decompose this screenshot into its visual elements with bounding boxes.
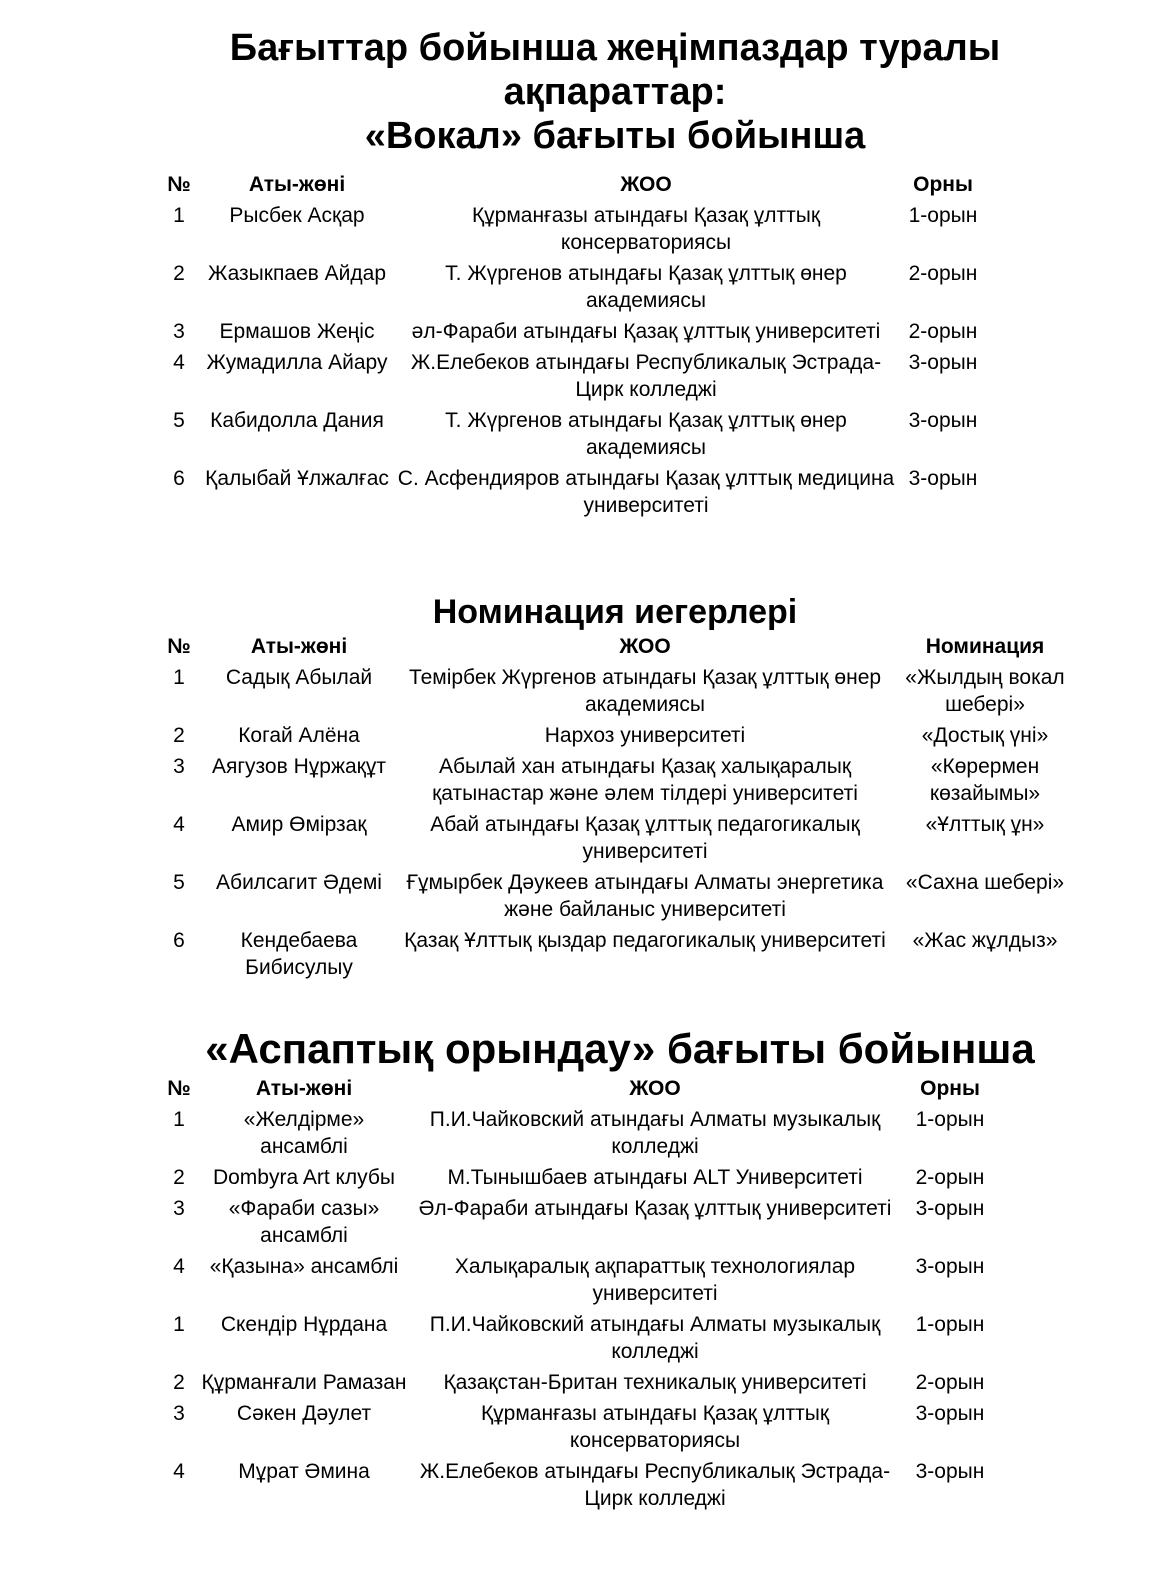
table-row xyxy=(160,660,1080,718)
cell-place: 1-орын xyxy=(915,1108,985,1131)
cell-num: 2 xyxy=(173,1166,185,1189)
cell-uni: Құрманғазы атындағы Қазақ ұлттық консерваториясы xyxy=(471,204,821,254)
cell-name: Жазыкпаев Айдар xyxy=(207,262,387,285)
cell-uni: Ғұмырбек Дәукеев атындағы Алматы энергетика және байланыс университеті xyxy=(406,871,884,921)
cell-num: 3 xyxy=(173,1402,185,1425)
table-row xyxy=(160,1102,1000,1160)
cell-nomination: «Көрермен көзайымы» xyxy=(929,755,1041,805)
cell-uni: П.И.Чайковский атындағы Алматы музыкалық колледжі xyxy=(429,1108,881,1158)
cell-uni: Құрманғазы атындағы Қазақ ұлттық консерваториясы xyxy=(480,1402,830,1452)
table-row xyxy=(160,1160,1000,1191)
cell-name: Dombyra Art клубы xyxy=(212,1166,396,1189)
section-title-instrumental: «Аспаптық орындау» бағыты бойынша xyxy=(205,1025,1035,1072)
table-row xyxy=(160,923,1080,981)
cell-place: 3-орын xyxy=(908,351,978,374)
table-row xyxy=(160,749,1080,807)
title-line-2: ақпараттар: xyxy=(503,71,727,113)
table-row xyxy=(160,461,990,519)
title-line-1: Бағыттар бойынша жеңімпаздар туралы xyxy=(229,27,1001,69)
cell-uni: М.Тынышбаев атындағы ALT Университеті xyxy=(447,1166,863,1189)
table-row xyxy=(160,403,990,461)
cell-nomination: «Жылдың вокал шебері» xyxy=(905,666,1065,716)
cell-place: 3-орын xyxy=(915,1460,985,1483)
header-num: № xyxy=(167,1077,191,1100)
table-row xyxy=(160,807,1080,865)
cell-num: 1 xyxy=(173,1313,185,1336)
table-row xyxy=(160,1249,1000,1307)
cell-num: 2 xyxy=(173,1371,185,1394)
cell-uni: Т. Жүргенов атындағы Қазақ ұлттық өнер академиясы xyxy=(445,262,847,312)
cell-name: Қалыбай Ұлжалғас xyxy=(205,467,389,490)
nomination-header-row xyxy=(160,634,1080,660)
cell-num: 6 xyxy=(173,929,185,952)
cell-num: 2 xyxy=(173,724,185,747)
cell-num: 4 xyxy=(173,1255,185,1278)
table-row xyxy=(160,1191,1000,1249)
cell-uni: әл-Фараби атындағы Қазақ ұлттық университеті xyxy=(411,320,881,343)
cell-nomination: «Сахна шебері» xyxy=(905,871,1065,894)
cell-num: 5 xyxy=(173,409,185,432)
cell-num: 3 xyxy=(173,755,185,778)
cell-place: 1-орын xyxy=(915,1313,985,1336)
header-uni: ЖОО xyxy=(619,635,671,658)
cell-num: 3 xyxy=(173,320,185,343)
cell-num: 1 xyxy=(173,666,185,689)
cell-uni: Қазақстан-Британ техникалық университеті xyxy=(443,1371,867,1394)
cell-name: Абилсагит Әдемі xyxy=(216,871,382,894)
table-row xyxy=(160,1365,1000,1396)
instrumental-table xyxy=(160,1076,1000,1512)
cell-uni: Абылай хан атындағы Қазақ халықаралық қатынастар және әлем тілдері университеті xyxy=(432,755,858,805)
cell-nomination: «Жас жұлдыз» xyxy=(912,929,1058,952)
vocal-header-row xyxy=(160,172,990,198)
cell-num: 2 xyxy=(173,262,185,285)
cell-name: Рысбек Асқар xyxy=(229,204,365,227)
header-uni: ЖОО xyxy=(629,1077,681,1100)
cell-name: Сәкен Дәулет xyxy=(236,1402,372,1425)
cell-name: Садық Абылай xyxy=(225,666,373,689)
cell-place: 2-орын xyxy=(908,320,978,343)
cell-name: Жумадилла Айару xyxy=(206,351,388,374)
section-title-nomination: Номинация иегерлері xyxy=(432,593,798,631)
cell-nomination: «Достық үні» xyxy=(921,724,1049,747)
header-nomination: Номинация xyxy=(925,635,1045,658)
header-name: Аты-жөні xyxy=(248,173,346,196)
cell-uni: Ж.Елебеков атындағы Республикалық Эстрада-Цирк колледжі xyxy=(419,1460,891,1510)
cell-uni: Халықаралық ақпараттық технологиялар университеті xyxy=(454,1255,856,1305)
cell-uni: С. Асфендияров атындағы Қазақ ұлттық медицина университеті xyxy=(397,467,895,517)
cell-name: Ермашов Жеңіс xyxy=(219,320,375,343)
header-place: Орны xyxy=(920,1077,980,1100)
cell-num: 4 xyxy=(173,813,185,836)
cell-num: 1 xyxy=(173,204,185,227)
cell-name: «Желдірме» ансамблі xyxy=(243,1108,365,1158)
header-num: № xyxy=(167,635,191,658)
cell-num: 3 xyxy=(173,1197,185,1220)
cell-place: 1-орын xyxy=(908,204,978,227)
section-title-vocal: «Вокал» бағыты бойынша xyxy=(364,115,866,157)
cell-uni: Қазақ Ұлттық қыздар педагогикалық университеті xyxy=(404,929,886,952)
table-row xyxy=(160,198,990,256)
vocal-table xyxy=(160,172,990,519)
instrumental-header-row xyxy=(160,1076,1000,1102)
cell-uni: П.И.Чайковский атындағы Алматы музыкалық колледжі xyxy=(429,1313,881,1363)
cell-name: Құрманғали Рамазан xyxy=(201,1371,407,1394)
nomination-table xyxy=(160,634,1080,981)
cell-uni: Ж.Елебеков атындағы Республикалық Эстрада-Цирк колледжі xyxy=(410,351,882,401)
cell-name: Когай Алёна xyxy=(238,724,360,747)
cell-uni: Әл-Фараби атындағы Қазақ ұлттық университеті xyxy=(418,1197,892,1220)
cell-uni: Т. Жүргенов атындағы Қазақ ұлттық өнер академиясы xyxy=(445,409,847,459)
cell-uni: Абай атындағы Қазақ ұлттық педагогикалық университеті xyxy=(430,813,860,863)
cell-nomination: «Ұлттық ұн» xyxy=(925,813,1045,836)
header-num: № xyxy=(167,173,191,196)
cell-num: 5 xyxy=(173,871,185,894)
page-title xyxy=(150,26,1080,158)
table-row xyxy=(160,1396,1000,1454)
header-place: Орны xyxy=(913,173,973,196)
cell-place: 2-орын xyxy=(915,1166,985,1189)
cell-name: Аягузов Нұржақұт xyxy=(212,755,386,778)
cell-name: Амир Өмірзақ xyxy=(231,813,367,836)
header-uni: ЖОО xyxy=(620,173,672,196)
cell-place: 3-орын xyxy=(908,409,978,432)
table-row xyxy=(160,256,990,314)
table-row xyxy=(160,314,990,345)
cell-name: Кабидолла Дания xyxy=(210,409,384,432)
table-row xyxy=(160,345,990,403)
cell-name: Кендебаева Бибисулыу xyxy=(240,929,358,979)
table-row xyxy=(160,865,1080,923)
cell-name: Мұрат Әмина xyxy=(238,1460,370,1483)
cell-uni: Нархоз университеті xyxy=(544,724,746,747)
cell-name: Скендір Нұрдана xyxy=(220,1313,388,1336)
table-row xyxy=(160,1454,1000,1512)
cell-uni: Темірбек Жүргенов атындағы Қазақ ұлттық өнер академиясы xyxy=(408,666,882,716)
cell-num: 6 xyxy=(173,467,185,490)
table-row xyxy=(160,1307,1000,1365)
header-name: Аты-жөні xyxy=(255,1077,353,1100)
cell-place: 2-орын xyxy=(915,1371,985,1394)
cell-name: «Қазына» ансамблі xyxy=(209,1255,399,1278)
cell-num: 1 xyxy=(173,1108,185,1131)
cell-place: 2-орын xyxy=(908,262,978,285)
table-row xyxy=(160,718,1080,749)
header-name: Аты-жөні xyxy=(250,635,348,658)
cell-num: 4 xyxy=(173,351,185,374)
cell-place: 3-орын xyxy=(915,1402,985,1425)
cell-name: «Фараби сазы» ансамблі xyxy=(228,1197,380,1247)
cell-place: 3-орын xyxy=(915,1197,985,1220)
cell-place: 3-орын xyxy=(915,1255,985,1278)
cell-place: 3-орын xyxy=(908,467,978,490)
cell-num: 4 xyxy=(173,1460,185,1483)
